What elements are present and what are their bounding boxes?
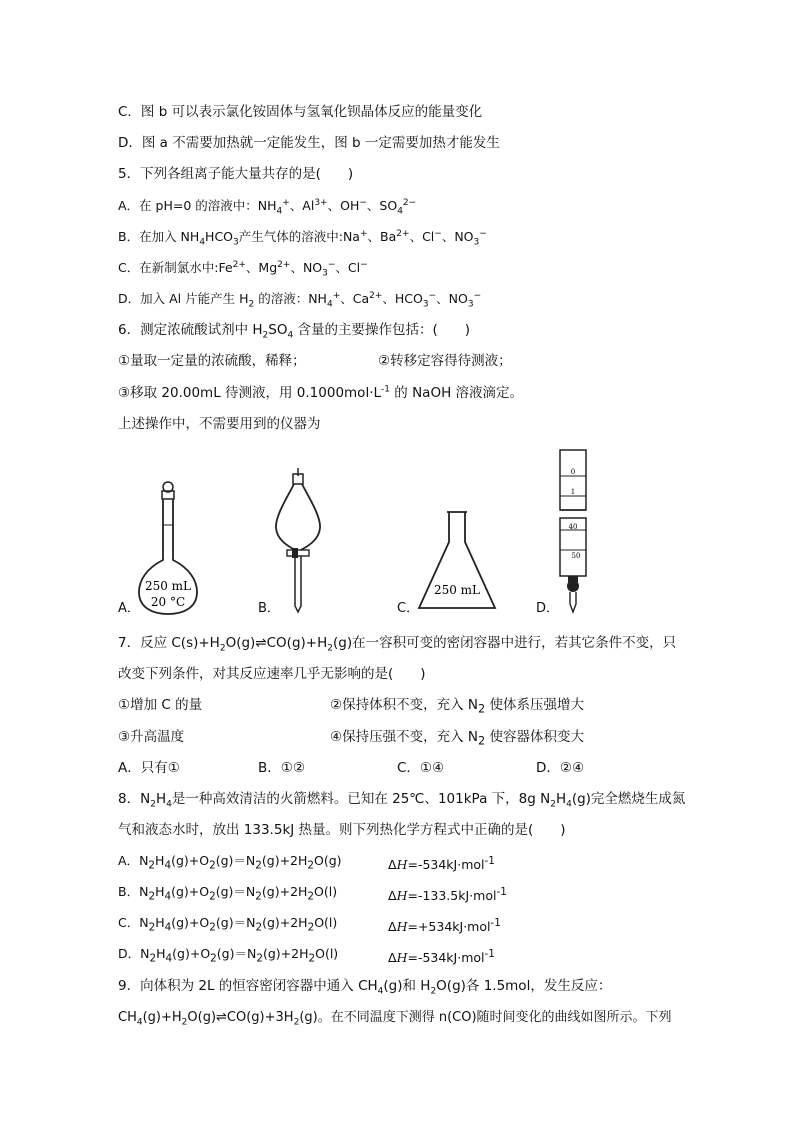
q8-option-d-equation: D．$N_2H_4(g)+O_2(g)=N_2(g)+2H_2O(l)$ bbox=[118, 946, 339, 965]
separatory-funnel-image bbox=[270, 466, 326, 614]
q5-stem: 5．下列各组离子能大量共存的是( ) bbox=[118, 166, 354, 182]
q9-stem-line1: 9．向体积为 2L 的恒容密闭容器中通入 $CH_4(g)$和 $H_2O(g)$各 1.5mol，发生反应： bbox=[118, 978, 612, 997]
q8-stem-line1: 8．$N_2H_4$是一种高效清洁的火箭燃料。已知在 25℃、101kPa 下，8g $N_2H_4(g)$完全燃烧生成氮 bbox=[118, 791, 686, 810]
q7-choice-3: ③升高温度 bbox=[118, 729, 185, 745]
q7-stem-line1: 7．反应 $C(s)+H_2O(g)\rightleftharpoons CO(g)+H_2(g)$在一容积可变的密闭容器中进行，若其它条件不变，只 bbox=[118, 635, 677, 654]
q6-step-1: ①量取一定量的浓硫酸，稀释； bbox=[118, 353, 306, 369]
q5-option-b: B．在加入 $NH_4HCO_3$产生气体的溶液中:Na+、$Ba^{2+}$、Cl−、$NO_3^-$ bbox=[118, 228, 487, 248]
q8-option-d-enthalpy: ΔH=-534kJ·mol$^{-1}$ bbox=[388, 948, 495, 966]
q7-option-a: A．只有① bbox=[118, 760, 180, 776]
q5-option-c: C．在新制氯水中$:Fe^{2+}$、$Mg^{2+}$、$NO_3^-$、Cl− bbox=[118, 259, 368, 279]
erlenmeyer-volume-label: 250 mL bbox=[433, 583, 481, 597]
q4-option-c: C．图 b 可以表示氯化铵固体与氢氧化钡晶体反应的能量变化 bbox=[118, 104, 483, 120]
q6-question: 上述操作中，不需要用到的仪器为 bbox=[118, 416, 321, 432]
q9-stem-line2: $CH_4(g)+H_2O(g)\rightleftharpoons CO(g)+3H_2(g)$。在不同温度下测得 n(CO)随时间变化的曲线如图所示。下列 bbox=[118, 1010, 672, 1028]
tube-tick-1: 1 bbox=[570, 488, 576, 496]
q5-option-d: D．加入 Al 片能产生 $H_2$ 的溶液：$NH_4^+$、$Ca^{2+}$、$HCO_3^-$、$NO_3^-$ bbox=[118, 290, 482, 310]
tube-tick-40: 40 bbox=[568, 523, 578, 531]
q8-option-c-enthalpy: ΔH=+534kJ·mol$^{-1}$ bbox=[388, 917, 501, 935]
q6-step-3: ③移取 20.00mL 待测液，用 $0.1000mol\cdot L^{-1}$ 的 NaOH 溶液滴定。 bbox=[118, 384, 524, 401]
q7-option-b: B．①② bbox=[258, 760, 305, 776]
q5-option-a: A．在 pH=0 的溶液中：$NH_4^+$、$Al^{3+}$、OH−、$SO_4^{2-}$ bbox=[118, 197, 417, 217]
q6-option-a-label: A． bbox=[118, 601, 140, 616]
q6-step-2: ②转移定容得待测液； bbox=[378, 353, 512, 369]
q8-option-b-enthalpy: ΔH=-133.5kJ·mol$^{-1}$ bbox=[388, 886, 507, 904]
q6-option-b-label: B． bbox=[258, 601, 280, 616]
q7-choice-2: ②保持体积不变，充入 $N_2$ 使体系压强增大 bbox=[330, 697, 584, 716]
q7-option-d: D．②④ bbox=[536, 760, 585, 776]
tube-tick-50: 50 bbox=[571, 552, 581, 560]
q7-choice-4: ④保持压强不变，充入 $N_2$ 使容器体积变大 bbox=[330, 729, 584, 748]
flask-volume-label: 250 mL bbox=[144, 579, 192, 593]
q8-stem-line2: 气和液态水时，放出 133.5kJ 热量。则下列热化学方程式中正确的是( ) bbox=[118, 822, 566, 838]
q6-option-c-label: C． bbox=[397, 601, 420, 616]
q8-option-c-equation: C．$N_2H_4(g)+O_2(g)=N_2(g)+2H_2O(l)$ bbox=[118, 915, 338, 934]
q7-stem-line2: 改变下列条件，对其反应速率几乎无影响的是( ) bbox=[118, 666, 426, 682]
q4-option-d: D．图 a 不需要加热就一定能发生，图 b 一定需要加热才能发生 bbox=[118, 135, 500, 151]
erlenmeyer-flask-image bbox=[415, 508, 499, 614]
q7-choice-1: ①增加 C 的量 bbox=[118, 697, 203, 713]
flask-temperature-label: 20 °C bbox=[150, 595, 186, 609]
q8-option-a-enthalpy: ΔH=-534kJ·mol$^{-1}$ bbox=[388, 855, 495, 873]
q6-option-d-label: D． bbox=[536, 601, 560, 616]
q6-stem: 6．测定浓硫酸试剂中 $H_2SO_4$ 含量的主要操作包括：( ) bbox=[118, 322, 471, 341]
tube-tick-0: 0 bbox=[570, 468, 576, 476]
q7-option-c: C．①④ bbox=[397, 760, 445, 776]
volumetric-flask-image bbox=[135, 480, 215, 616]
burette-image bbox=[552, 446, 596, 616]
q8-option-a-equation: A．$N_2H_4(g)+O_2(g)=N_2(g)+2H_2O(g)$ bbox=[118, 853, 342, 872]
q8-option-b-equation: B．$N_2H_4(g)+O_2(g)=N_2(g)+2H_2O(l)$ bbox=[118, 884, 338, 903]
